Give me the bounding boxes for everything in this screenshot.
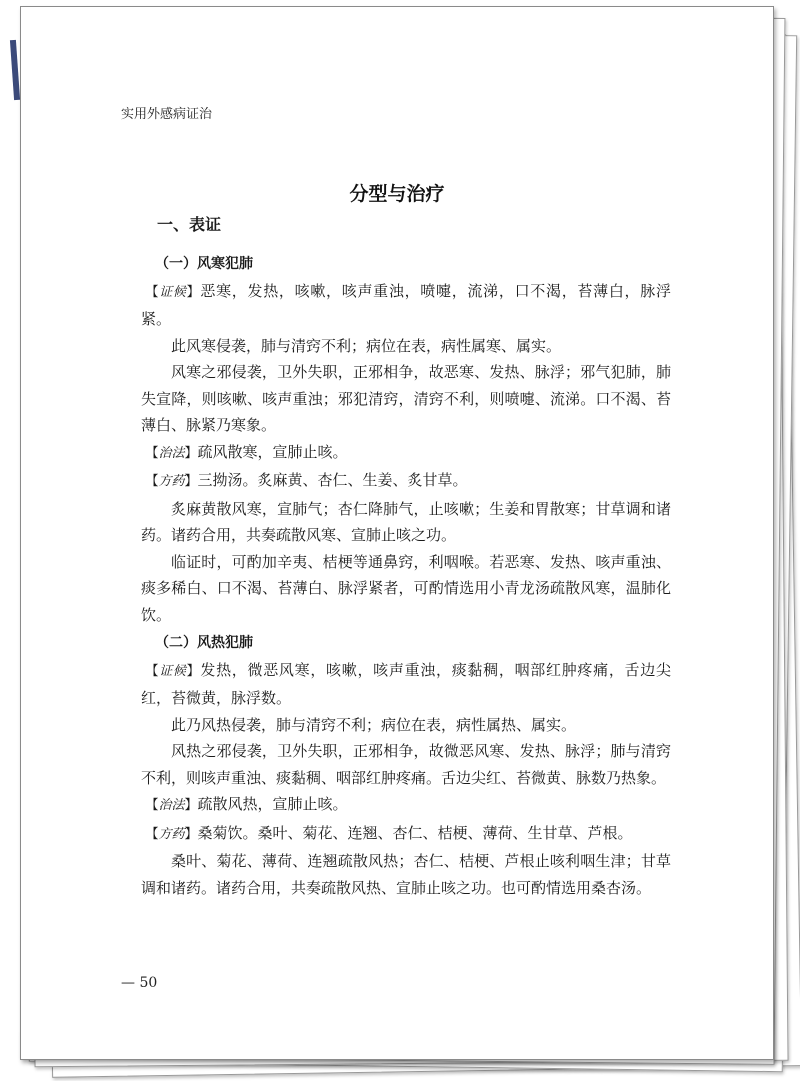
tag-bracket-close: 】 — [184, 826, 198, 842]
syndrome-tag: 证候 — [159, 284, 187, 300]
formula-text: 桑菊饮。桑叶、菊花、连翘、杏仁、桔梗、薄荷、生甘草、芦根。 — [197, 823, 633, 842]
body-paragraph: 炙麻黄散风寒，宣肺气；杏仁降肺气，止咳嗽；生姜和胃散寒；甘草调和诸药。诸药合用，共奏疏散风寒、宣肺止咳之功。 — [141, 499, 671, 544]
tag-bracket-open: 【 — [145, 474, 159, 489]
tag-bracket-open: 【 — [145, 284, 160, 300]
tag-bracket-open: 【 — [145, 663, 160, 679]
back-cover-edge — [10, 40, 20, 100]
syndrome-text: 恶寒，发热，咳嗽，咳声重浊，喷嚏，流涕，口不渴，苔薄白，脉浮紧。 — [141, 281, 671, 328]
tag-bracket-close: 】 — [186, 663, 201, 679]
page-number: — 50 — [121, 975, 158, 991]
page-title: 分型与治疗 — [349, 183, 445, 205]
subsection-heading: （一）风寒犯肺 — [155, 256, 253, 272]
syndrome-paragraph — [141, 657, 671, 712]
syndrome-tag: 证候 — [159, 663, 187, 679]
tag-bracket-close: 】 — [184, 445, 198, 461]
tag-bracket-close: 】 — [186, 284, 201, 300]
subsection — [141, 251, 671, 628]
method-tag: 治法 — [158, 798, 185, 813]
formula-text: 三拗汤。炙麻黄、杏仁、生姜、炙甘草。 — [197, 471, 468, 489]
book-page — [20, 6, 774, 1060]
method-text: 疏风散寒，宣肺止咳。 — [197, 442, 348, 461]
page-body — [141, 207, 671, 901]
body-paragraph: 风热之邪侵袭，卫外失职，正邪相争，故微恶风寒、发热、脉浮；肺与清窍不利，则咳声重浊、痰黏稠、咽部红肿疼痛。舌边尖红、苔微黄、脉数乃热象。 — [141, 742, 671, 787]
body-paragraph: 此乃风热侵袭，肺与清窍不利；病位在表，病性属热、属实。 — [171, 715, 577, 734]
subsection-heading: （二）风热犯肺 — [155, 635, 253, 651]
section-heading: 一、表证 — [157, 215, 222, 234]
running-head: 实用外感病证治 — [121, 107, 213, 122]
method-tag: 治法 — [158, 445, 185, 461]
tag-bracket-close: 】 — [184, 798, 198, 813]
formula-paragraph — [141, 820, 671, 849]
tag-bracket-open: 【 — [145, 826, 159, 842]
formula-tag: 方药 — [158, 826, 185, 842]
method-paragraph — [141, 791, 671, 820]
method-paragraph — [141, 439, 671, 468]
body-paragraph: 风寒之邪侵袭，卫外失职，正邪相争，故恶寒、发热、脉浮；邪气犯肺，肺失宣降，则咳嗽、咳声重浊；邪犯清窍，清窍不利，则喷嚏、流涕。口不渴、苔薄白、脉紧乃寒象。 — [141, 363, 671, 434]
formula-paragraph — [141, 467, 671, 496]
body-paragraph: 临证时，可酌加辛夷、桔梗等通鼻窍，利咽喉。若恶寒、发热、咳声重浊、痰多稀白、口不渴、苔薄白、脉浮紧者，可酌情选用小青龙汤疏散风寒，温肺化饮。 — [141, 552, 671, 624]
syndrome-paragraph — [141, 278, 671, 333]
tag-bracket-open: 【 — [145, 445, 159, 461]
subsection — [141, 630, 671, 901]
body-paragraph: 桑叶、菊花、薄荷、连翘疏散风热；杏仁、桔梗、芦根止咳利咽生津；甘草调和诸药。诸药合用，共奏疏散风热、宣肺止咳之功。也可酌情选用桑杏汤。 — [141, 852, 671, 897]
tag-bracket-open: 【 — [145, 798, 159, 813]
body-paragraph: 此风寒侵袭，肺与清窍不利；病位在表，病性属寒、属实。 — [171, 336, 562, 355]
method-text: 疏散风热，宣肺止咳。 — [197, 795, 348, 813]
formula-tag: 方药 — [158, 474, 185, 489]
tag-bracket-close: 】 — [184, 474, 198, 489]
syndrome-text: 发热，微恶风寒，咳嗽，咳声重浊，痰黏稠，咽部红肿疼痛，舌边尖红，苔微黄，脉浮数。 — [141, 660, 671, 707]
